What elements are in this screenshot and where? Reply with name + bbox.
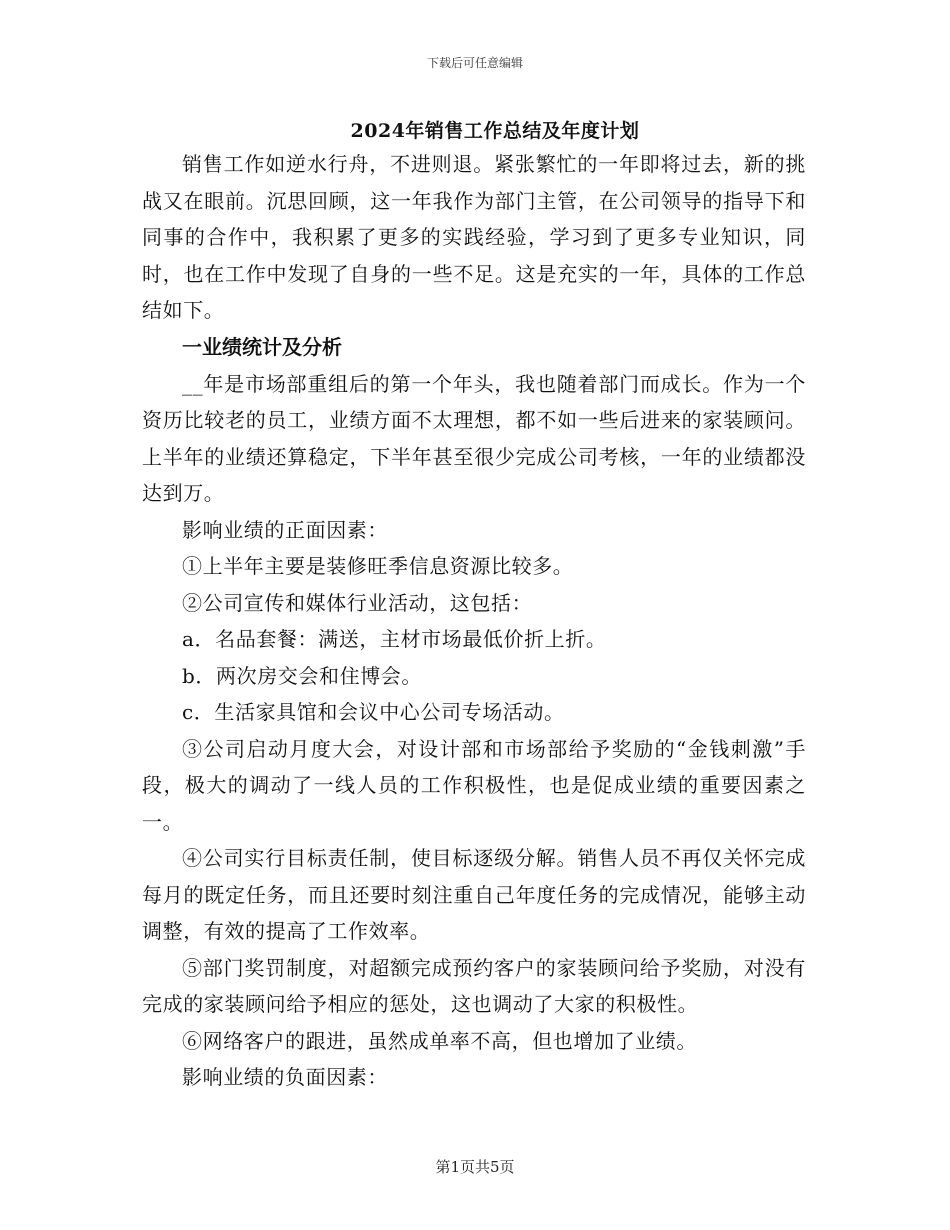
- section-paragraph: __年是市场部重组后的第一个年头，我也随着部门而成长。作为一个资历比较老的员工，业绩方面不太理想，都不如一些后进来的家装顾问。上半年的业绩还算稳定，下半年甚至很少完成公司考核，一年的业绩都没达到万。: [142, 371, 806, 505]
- header-note: 下载后可任意编辑: [426, 56, 523, 70]
- document-title: 2024年销售工作总结及年度计划: [350, 120, 640, 142]
- document-body: [142, 146, 806, 1096]
- list-item: ②公司宣传和媒体行业活动，这包括：: [182, 590, 533, 615]
- list-item: ③公司启动月度大会，对设计部和市场部给予奖励的“金钱刺激”手段，极大的调动了一线人员的工作积极性，也是促成业绩的重要因素之一。: [142, 736, 806, 834]
- positive-factors-label: 影响业绩的正面因素：: [182, 517, 388, 542]
- list-item: ⑥网络客户的跟进，虽然成单率不高，但也增加了业绩。: [182, 1028, 697, 1053]
- list-item: ⑤部门奖罚制度，对超额完成预约客户的家装顾问给予奖励，对没有完成的家装顾问给予相应的惩处，这也调动了大家的积极性。: [142, 955, 806, 1016]
- negative-factors-label: 影响业绩的负面因素：: [182, 1065, 388, 1089]
- sub-list-item: c．生活家具馆和会议中心公司专场活动。: [182, 700, 565, 724]
- sub-list-item: b．两次房交会和住博会。: [182, 663, 423, 688]
- list-item: ①上半年主要是装修旺季信息资源比较多。: [182, 554, 574, 578]
- list-item: ④公司实行目标责任制，使目标逐级分解。销售人员不再仅关怀完成每月的既定任务，而且还要时刻注重自己年度任务的完成情况，能够主动调整，有效的提高了工作效率。: [142, 846, 806, 943]
- page-indicator: 第1页共5页: [435, 1158, 515, 1176]
- sub-list-item: a．名品套餐：满送，主材市场最低价折上折。: [182, 627, 607, 651]
- section-heading: 一业绩统计及分析: [182, 334, 342, 359]
- intro-paragraph: 销售工作如逆水行舟，不进则退。紧张繁忙的一年即将过去，新的挑战又在眼前。沉思回顾，这一年我作为部门主管，在公司领导的指导下和同事的合作中，我积累了更多的实践经验，学习到了更多专业知识，同时，也在工作中发现了自身的一些不足。这是充实的一年，具体的工作总结如下。: [142, 152, 806, 322]
